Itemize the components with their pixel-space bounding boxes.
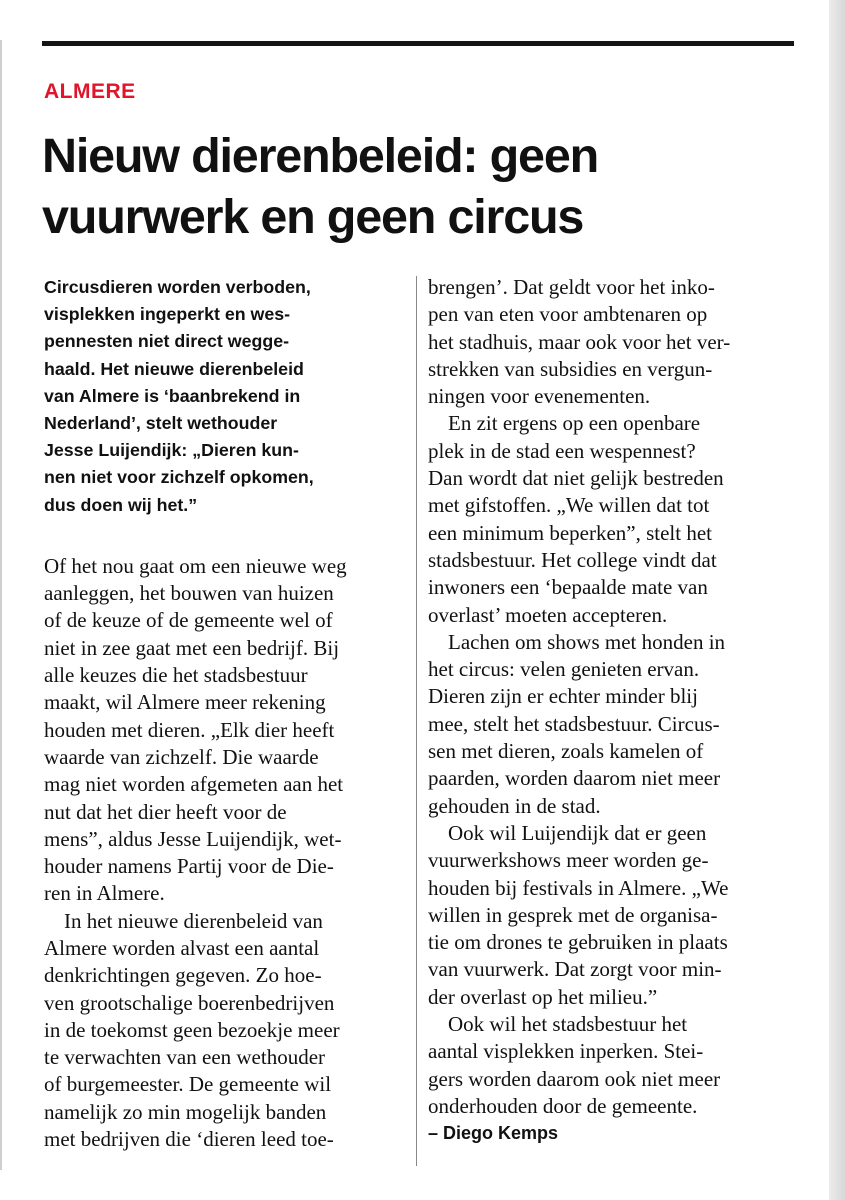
lead-line: Circusdieren worden verboden, xyxy=(44,277,311,297)
section-kicker: ALMERE xyxy=(44,80,136,103)
body-line: Ook wil Luijendijk dat er geen xyxy=(448,820,707,845)
body-paragraph xyxy=(428,274,795,410)
body-line: met gifstoffen. „We willen dat tot xyxy=(428,493,710,518)
body-line: overlast’ moeten accepteren. xyxy=(428,602,668,627)
body-paragraph xyxy=(428,410,795,628)
body-line: mens”, aldus Jesse Luijendijk, wet- xyxy=(44,826,342,851)
body-line: aanleggen, het bouwen van huizen xyxy=(44,581,334,606)
body-line: houden met dieren. „Elk dier heeft xyxy=(44,717,335,742)
lead-line: visplekken ingeperkt en wes- xyxy=(44,304,291,325)
body-paragraph xyxy=(428,820,795,1011)
body-line: ren in Almere. xyxy=(44,881,165,906)
body-line: ven grootschalige boerenbedrijven xyxy=(44,990,335,1015)
body-line: tie om drones te gebruiken in plaats xyxy=(428,930,728,955)
body-line: Ook wil het stadsbestuur het xyxy=(448,1012,688,1037)
body-line: niet in zee gaat met een bedrijf. Bij xyxy=(44,635,340,660)
lead-line: pennesten niet direct wegge- xyxy=(44,331,290,352)
right-column xyxy=(428,274,795,1179)
body-line: het circus: velen genieten ervan. xyxy=(428,657,700,682)
lead-line: van Almere is ‘baanbrekend in xyxy=(44,385,301,406)
body-line: der overlast op het milieu.” xyxy=(428,984,658,1009)
body-line: met bedrijven die ‘dieren leed toe- xyxy=(44,1127,334,1152)
body-line: in de toekomst geen bezoekje meer xyxy=(44,1017,340,1042)
body-line: En zit ergens op een openbare xyxy=(448,411,701,436)
body-line: stadsbestuur. Het college vindt dat xyxy=(428,547,717,572)
lead-line: nen niet voor zichzelf opkomen, xyxy=(44,467,314,488)
lead-line: haald. Het nieuwe dierenbeleid xyxy=(44,358,304,379)
lead-line: Nederland’, stelt wethouder xyxy=(44,413,278,434)
body-paragraph xyxy=(44,553,408,908)
body-line: ningen voor evenementen. xyxy=(428,384,651,409)
body-line: plek in de stad een wespennest? xyxy=(428,438,696,463)
byline: – Diego Kemps xyxy=(428,1123,559,1144)
body-paragraph xyxy=(428,629,795,820)
body-line: of de keuze of de gemeente wel of xyxy=(44,608,333,633)
body-line: denkrichtingen gegeven. Zo hoe- xyxy=(44,963,322,988)
body-line: van vuurwerk. Dat zorgt voor min- xyxy=(428,957,722,982)
body-line: namelijk zo min mogelijk banden xyxy=(44,1099,327,1124)
body-line: waarde van zichzelf. Die waarde xyxy=(44,744,319,769)
body-paragraph xyxy=(428,1011,795,1120)
body-line: strekken van subsidies en vergun- xyxy=(428,356,713,381)
headline xyxy=(42,126,802,248)
lead-line: dus doen wij het.” xyxy=(44,494,198,515)
body-line: Dieren zijn er echter minder blij xyxy=(428,684,698,709)
headline-line: Nieuw dierenbeleid: geen xyxy=(42,129,599,183)
body-line: mee, stelt het stadsbestuur. Circus- xyxy=(428,711,720,736)
body-line: vuurwerkshows meer worden ge- xyxy=(428,848,709,873)
body-line: Dan wordt dat niet gelijk bestreden xyxy=(428,466,724,491)
body-paragraph xyxy=(44,908,408,1154)
lead-line: Jesse Luijendijk: „Dieren kun- xyxy=(44,440,299,461)
body-line: te verwachten van een wethouder xyxy=(44,1045,326,1070)
body-line: pen van eten voor ambtenaren op xyxy=(428,302,708,327)
body-line: inwoners een ‘bepaalde mate van xyxy=(428,575,708,600)
body-line: Of het nou gaat om een nieuwe weg xyxy=(44,553,347,578)
left-column xyxy=(44,274,408,1179)
headline-line: vuurwerk en geen circus xyxy=(42,190,584,244)
body-line: alle keuzes die het stadsbestuur xyxy=(44,663,308,688)
column-divider xyxy=(416,276,417,1166)
body-line: sen met dieren, zoals kamelen of xyxy=(428,739,704,764)
lead-paragraph xyxy=(44,274,408,519)
body-line: gers worden daarom ook niet meer xyxy=(428,1066,721,1091)
top-rule xyxy=(42,41,794,46)
body-line: Almere worden alvast een aantal xyxy=(44,935,320,960)
body-line: Lachen om shows met honden in xyxy=(448,629,726,654)
body-line: houden bij festivals in Almere. „We xyxy=(428,875,729,900)
page-right-edge xyxy=(829,0,845,1200)
body-line: het stadhuis, maar ook voor het ver- xyxy=(428,329,731,354)
body-line: nut dat het dier heeft voor de xyxy=(44,799,287,824)
body-line: mag niet worden afgemeten aan het xyxy=(44,772,344,797)
body-line: houder namens Partij voor de Die- xyxy=(44,854,334,879)
body-line: of burgemeester. De gemeente wil xyxy=(44,1072,332,1097)
body-line: een minimum beperken”, stelt het xyxy=(428,520,712,545)
body-line: willen in gesprek met de organisa- xyxy=(428,902,718,927)
body-line: onderhouden door de gemeente. xyxy=(428,1093,698,1118)
body-line: aantal visplekken inperken. Stei- xyxy=(428,1039,704,1064)
body-line: In het nieuwe dierenbeleid van xyxy=(64,908,323,933)
page-left-edge xyxy=(0,40,2,1170)
body-line: maakt, wil Almere meer rekening xyxy=(44,690,326,715)
body-line: gehouden in de stad. xyxy=(428,793,601,818)
body-line: paarden, worden daarom niet meer xyxy=(428,766,721,791)
body-line: brengen’. Dat geldt voor het inko- xyxy=(428,275,715,299)
